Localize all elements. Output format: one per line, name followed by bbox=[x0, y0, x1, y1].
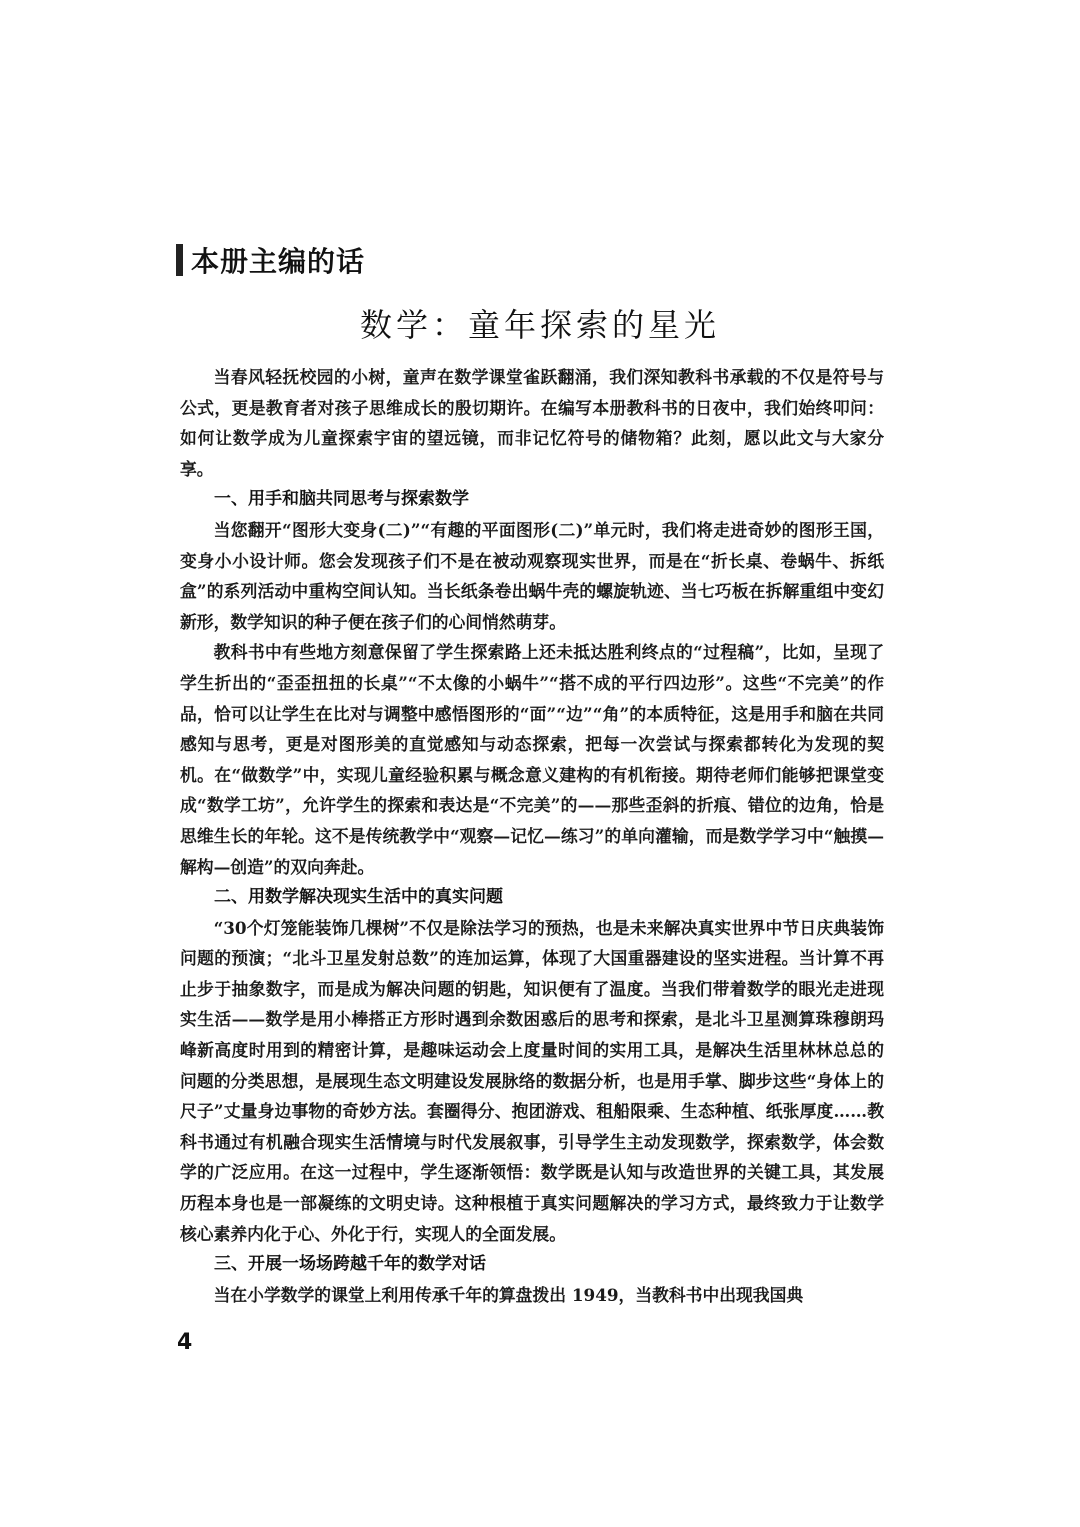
section-2-paragraph-1: “30个灯笼能装饰几棵树”不仅是除法学习的预热，也是未来解决真实世界中节日庆典装饰问题的预演；“北斗卫星发射总数”的连加运算，体现了大国重器建设的坚实进程。当计算不再止步于抽象数字，而是成为解决问题的钥匙，知识便有了温度。当我们带着数学的眼光走进现实生活——数学是用小棒搭正方形时遇到余数困惑后的思考和探索，是北斗卫星测算珠穆朗玛峰新高度时用到的精密计算，是趣味运动会上度量时间的实用工具，是解决生活里林林总总的问题的分类思想，是展现生态文明建设发展脉络的数据分析，也是用手掌、脚步这些“身体上的尺子”丈量身边事物的奇妙方法。套圈得分、抱团游戏、租船限乘、生态种植、纸张厚度……教科书通过有机融合现实生活情境与时代发展叙事，引导学生主动发现数学，探索数学，体会数学的广泛应用。在这一过程中，学生逐渐领悟：数学既是认知与改造世界的关键工具，其发展历程本身也是一部凝练的文明史诗。这种根植于真实问题解决的学习方式，最终致力于让数学核心素养内化于心、外化于行，实现人的全面发展。 bbox=[180, 917, 884, 1244]
section-marker-bar bbox=[176, 244, 183, 276]
section-3-paragraph-1: 当在小学数学的课堂上利用传承千年的算盘拨出 1949，当教科书中出现我国典 bbox=[213, 1284, 804, 1305]
page-number: 4 bbox=[177, 1330, 193, 1355]
article-title: 数学：童年探索的星光 bbox=[359, 306, 720, 344]
article-body bbox=[180, 362, 884, 1310]
section-label-text: 本册主编的话 bbox=[191, 245, 366, 278]
intro-paragraph: 当春风轻抚校园的小树，童声在数学课堂雀跃翻涌，我们深知教科书承载的不仅是符号与公式，更是教育者对孩子思维成长的殷切期许。在编写本册教科书的日夜中，我们始终叩问：如何让数学成为儿童探索宇宙的望远镜，而非记忆符号的储物箱？此刻，愿以此文与大家分享。 bbox=[180, 367, 884, 479]
section-heading-1: 一、用手和脑共同思考与探索数学 bbox=[214, 489, 469, 510]
section-1-paragraph-2: 教科书中有些地方刻意保留了学生探索路上还未抵达胜利终点的“过程稿”，比如，呈现了学生折出的“歪歪扭扭的长桌”“不太像的小蜗牛”“搭不成的平行四边形”。这些“不完美”的作品，恰可以让学生在比对与调整中感悟图形的“面”“边”“角”的本质特征，这是用手和脑在共同感知与思考，更是对图形美的直觉感知与动态探索，把每一次尝试与探索都转化为发现的契机。在“做数学”中，实现儿童经验积累与概念意义建构的有机衔接。期待老师们能够把课堂变成“数学工坊”，允许学生的探索和表达是“不完美”的——那些歪斜的折痕、错位的边角，恰是思维生长的年轮。这不是传统教学中“观察—记忆—练习”的单向灌输，而是数学学习中“触摸—解构—创造”的双向奔赴。 bbox=[180, 642, 884, 877]
section-heading-3: 三、开展一场场跨越千年的数学对话 bbox=[214, 1254, 486, 1275]
section-label bbox=[176, 240, 365, 280]
section-heading-2: 二、用数学解决现实生活中的真实问题 bbox=[214, 887, 503, 908]
section-1-paragraph-1: 当您翻开“图形大变身(二)”“有趣的平面图形(二)”单元时，我们将走进奇妙的图形王国，变身小小设计师。您会发现孩子们不是在被动观察现实世界，而是在“折长桌、卷蜗牛、拆纸盒”的系列活动中重构空间认知。当长纸条卷出蜗牛壳的螺旋轨迹、当七巧板在拆解重组中变幻新形，数学知识的种子便在孩子们的心间悄然萌芽。 bbox=[180, 519, 884, 632]
